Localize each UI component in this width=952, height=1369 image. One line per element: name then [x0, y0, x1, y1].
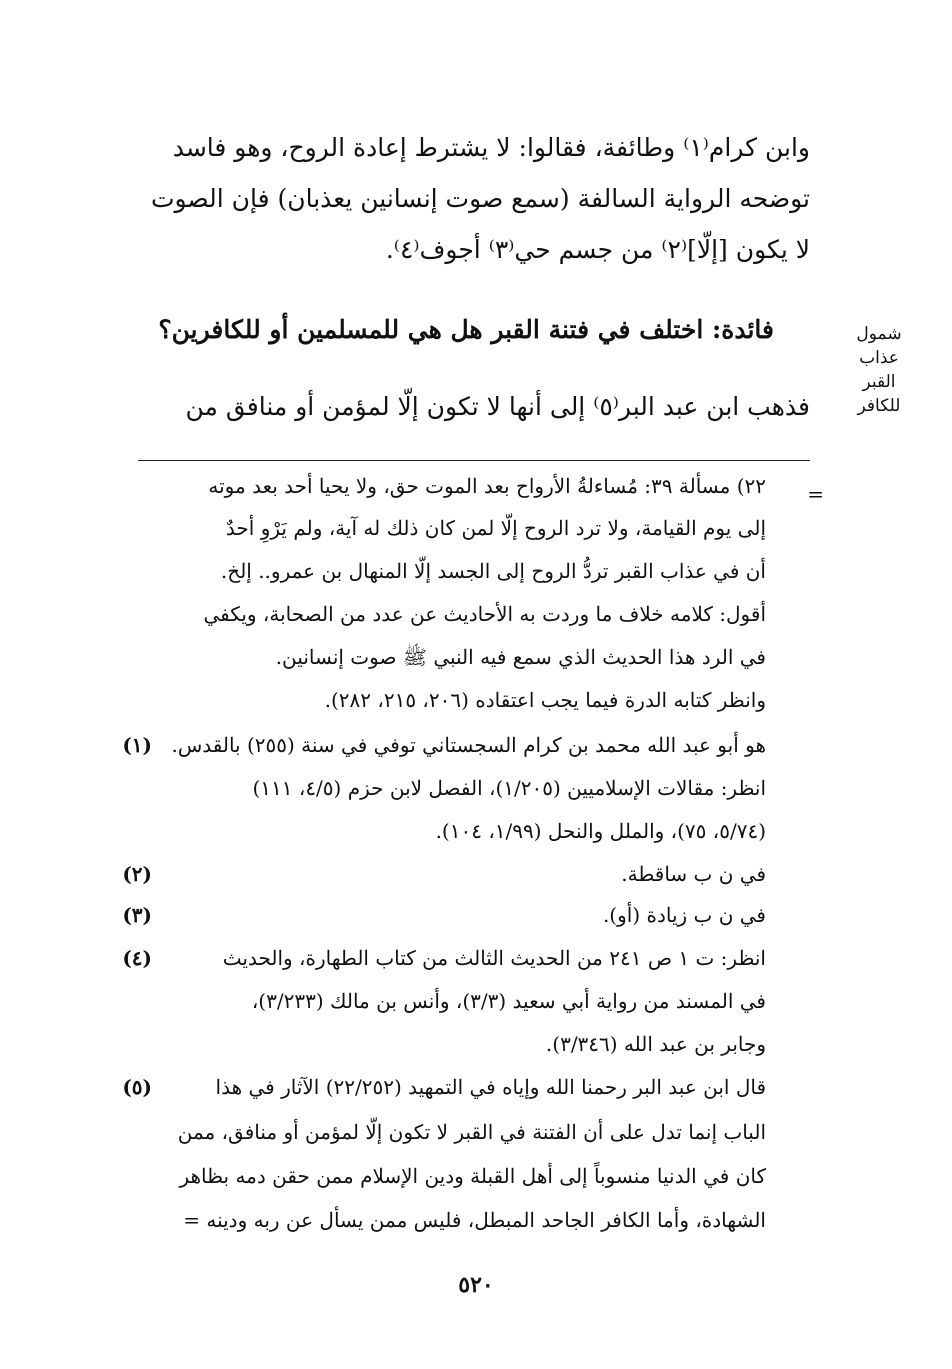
footnote-cont-line-4: أقول: كلامه خلاف ما وردت به الأحاديث عن عدد من الصحابة، ويكفي [203, 602, 766, 626]
footnote-3-number: (٣) [122, 903, 152, 927]
footnote-cont-line-6: وانظر كتابه الدرة فيما يجب اعتقاده (٢٠٦، ٢١٥، ٢٨٢). [324, 688, 766, 712]
footnote-2-line-1: في ن ب ساقطة. [621, 862, 766, 886]
footnote-4-line-3: وجابر بن عبد الله (٣/٣٤٦). [545, 1032, 766, 1056]
fa-ida-heading-line: فائدة: اختلف في فتنة القبر هل هي للمسلمين أو للكافرين؟ [158, 315, 774, 344]
footnote-1-line-2: انظر: مقالات الإسلاميين (١/٢٠٥)، الفصل لابن حزم (٤/٥، ١١١) [252, 776, 766, 800]
page-number: ٥٢٠ [458, 1272, 494, 1298]
footnote-1-line-3: (٥/٧٤، ٧٥)، والملل والنحل (١/٩٩، ١٠٤). [435, 819, 766, 843]
footnote-5-line-3: كان في الدنيا منسوباً إلى أهل القبلة ودين الإسلام ممن حقن دمه بظاهر [179, 1164, 766, 1188]
body-line-1: وابن كرام⁽١⁾ وطائفة، فقالوا: لا يشترط إعادة الروح، وهو فاسد [172, 133, 810, 162]
footnote-cont-line-5: في الرد هذا الحديث الذي سمع فيه النبي ﷺ صوت إنسانين. [275, 645, 766, 669]
footnote-cont-line-3: أن في عذاب القبر تردُّ الروح إلى الجسد إلّا المنهال بن عمرو.. إلخ. [220, 559, 766, 583]
footnote-1-line-1: هو أبو عبد الله محمد بن كرام السجستاني توفي في سنة (٢٥٥) بالقدس. [171, 733, 766, 757]
footnote-5-line-1: قال ابن عبد البر رحمنا الله وإياه في التمهيد (٢٢/٢٥٢) الآثار في هذا [215, 1075, 766, 1099]
continuation-mark: = [807, 482, 824, 506]
footnote-5-line-4: الشهادة، وأما الكافر الجاحد المبطل، فليس ممن يسأل عن ربه ودينه = [183, 1208, 766, 1232]
footnote-5-line-2: الباب إنما تدل على أن الفتنة في القبر لا تكون إلّا لمؤمن أو منافق، ممن [177, 1120, 766, 1144]
footnote-1-number: (١) [122, 733, 152, 757]
body-line-5: فذهب ابن عبد البر⁽٥⁾ إلى أنها لا تكون إلّا لمؤمن أو منافق من [185, 392, 810, 421]
footnote-separator [138, 460, 810, 461]
footnote-2-number: (٢) [122, 862, 152, 886]
footnote-cont-line-2: إلى يوم القيامة، ولا ترد الروح إلّا لمن كان ذلك له آية، ولم يَرْوِ أحدٌ [225, 516, 766, 540]
footnote-4-line-1: انظر: ت ١ ص ٢٤١ من الحديث الثالث من كتاب الطهارة، والحديث [222, 946, 766, 970]
body-line-3: لا يكون [إلّا]⁽٢⁾ من جسم حي⁽٣⁾ أجوف⁽٤⁾. [385, 235, 810, 264]
footnote-4-line-2: في المسند من رواية أبي سعيد (٣/٣)، وأنس بن مالك (٣/٢٣٣)، [251, 989, 766, 1013]
footnote-3-line-1: في ن ب زيادة (أو). [602, 903, 766, 927]
footnote-cont-line-1: ٢٢) مسألة ٣٩: مُساءلةُ الأرواح بعد الموت حق، ولا يحيا أحد بعد موته [208, 474, 766, 498]
footnote-4-number: (٤) [122, 946, 152, 970]
margin-note: شمول عذاب القبر للكافر [856, 324, 902, 416]
footnote-5-number: (٥) [122, 1075, 152, 1099]
body-line-2: توضحه الرواية السالفة (سمع صوت إنسانين يعذبان) فإن الصوت [150, 184, 810, 213]
